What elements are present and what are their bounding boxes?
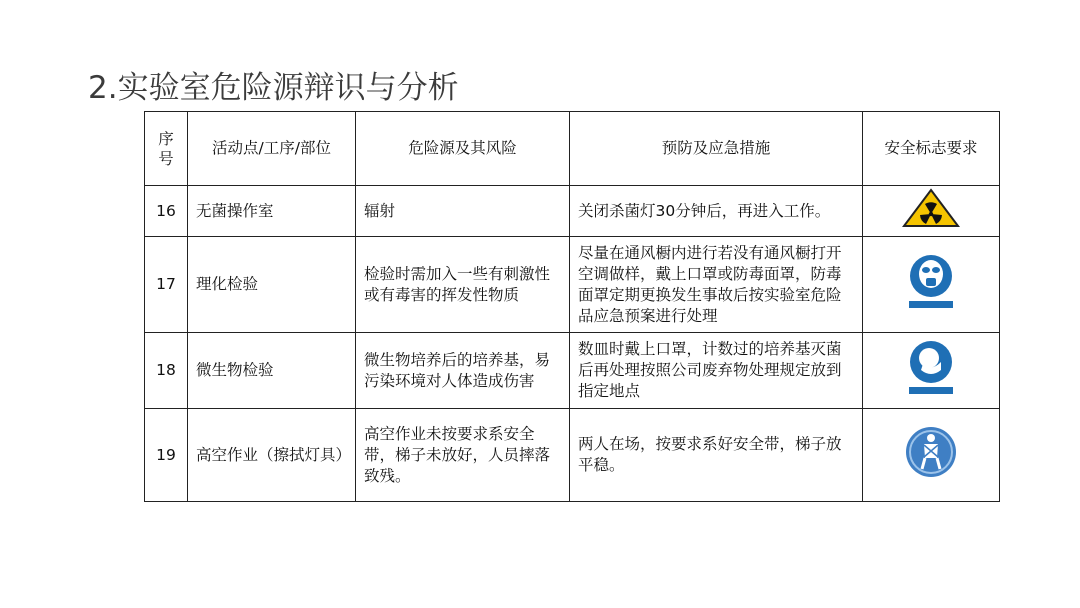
table-row xyxy=(145,186,1000,237)
header-number-line2: 号 xyxy=(158,149,174,168)
row-activity: 微生物检验 xyxy=(188,333,356,409)
row-prevention: 数皿时戴上口罩，计数过的培养基灭菌后再处理按照公司废弃物处理规定放到指定地点 xyxy=(570,333,863,409)
row-number: 16 xyxy=(145,186,188,237)
mask-required-icon xyxy=(905,340,957,402)
row-number: 18 xyxy=(145,333,188,409)
hazard-analysis-table xyxy=(144,111,1000,502)
gas-mask-required-icon xyxy=(905,254,957,316)
header-number xyxy=(145,112,188,186)
row-activity: 理化检验 xyxy=(188,237,356,333)
row-sign xyxy=(863,409,1000,502)
row-hazard: 检验时需加入一些有刺激性或有毒害的挥发性物质 xyxy=(356,237,570,333)
header-activity: 活动点/工序/部位 xyxy=(188,112,356,186)
row-hazard: 微生物培养后的培养基，易污染环境对人体造成伤害 xyxy=(356,333,570,409)
row-hazard: 高空作业未按要求系安全带，梯子未放好，人员摔落致残。 xyxy=(356,409,570,502)
row-sign xyxy=(863,333,1000,409)
header-prevention: 预防及应急措施 xyxy=(570,112,863,186)
header-sign: 安全标志要求 xyxy=(863,112,1000,186)
row-number: 17 xyxy=(145,237,188,333)
row-hazard: 辐射 xyxy=(356,186,570,237)
row-sign xyxy=(863,237,1000,333)
table-header-row xyxy=(145,112,1000,186)
header-hazard: 危险源及其风险 xyxy=(356,112,570,186)
slide-title: 2.实验室危险源辩识与分析 xyxy=(88,70,459,106)
header-number-line1: 序 xyxy=(158,129,174,148)
row-activity: 高空作业（擦拭灯具） xyxy=(188,409,356,502)
row-number: 19 xyxy=(145,409,188,502)
safety-harness-required-icon xyxy=(904,425,958,485)
row-sign xyxy=(863,186,1000,237)
row-prevention: 关闭杀菌灯30分钟后，再进入工作。 xyxy=(570,186,863,237)
row-activity: 无菌操作室 xyxy=(188,186,356,237)
row-prevention: 尽量在通风橱内进行若没有通风橱打开空调做样，戴上口罩或防毒面罩，防毒面罩定期更换发生事故后按实验室危险品应急预案进行处理 xyxy=(570,237,863,333)
table-row xyxy=(145,409,1000,502)
row-prevention: 两人在场，按要求系好安全带，梯子放平稳。 xyxy=(570,409,863,502)
table-row xyxy=(145,333,1000,409)
radiation-warning-icon xyxy=(902,188,960,234)
table-row xyxy=(145,237,1000,333)
